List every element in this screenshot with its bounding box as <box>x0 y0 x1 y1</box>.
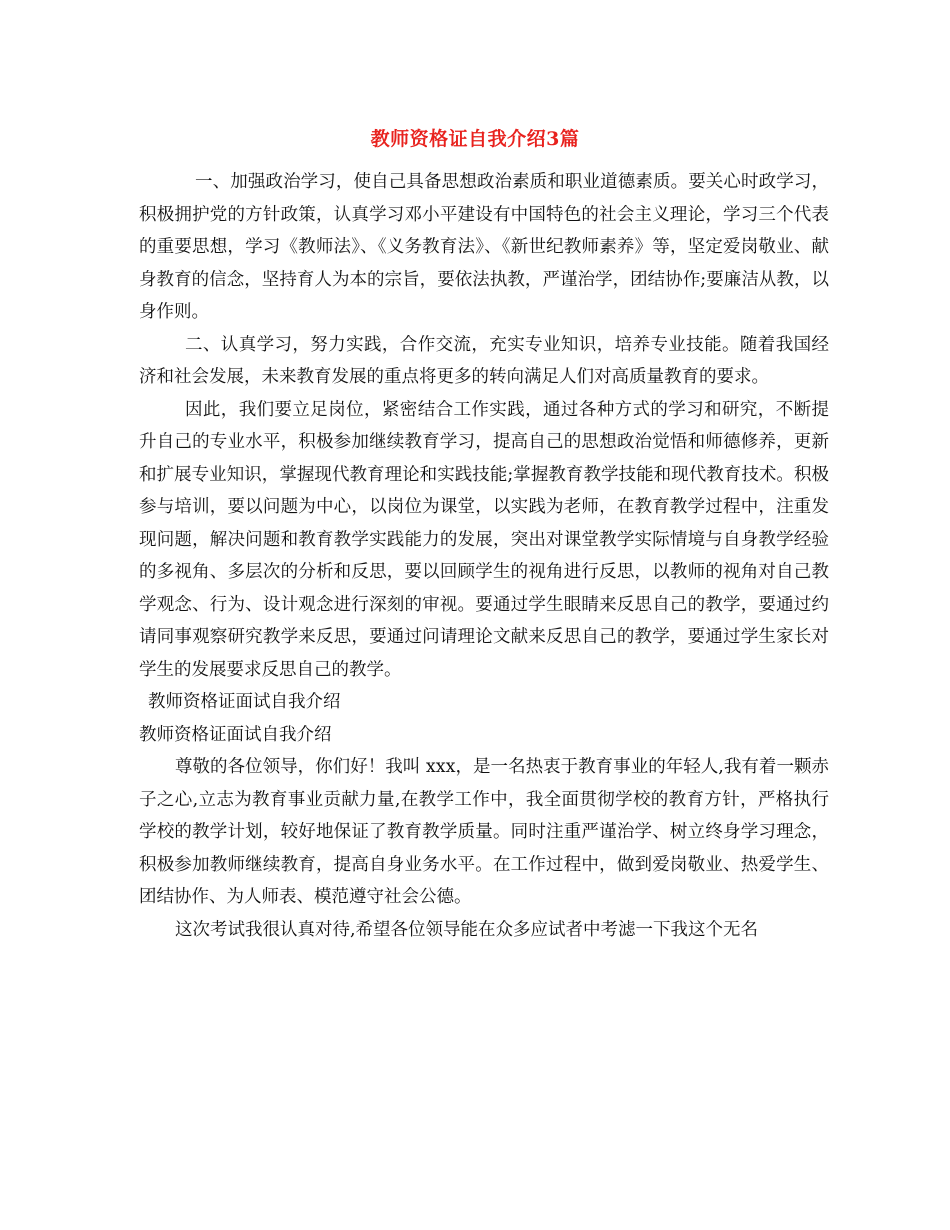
document-body <box>139 166 829 946</box>
paragraph-1: 一、加强政治学习，使自己具备思想政治素质和职业道德素质。要关心时政学习，积极拥护党的方针政策，认真学习邓小平建设有中国特色的社会主义理论，学习三个代表的重要思想，学习《教师法》、《义务教育法》、《新世纪教师素养》等，坚定爱岗敬业、献身教育的信念，坚持育人为本的宗旨，要依法执教，严谨治学，团结协作;要廉洁从教，以身作则。 <box>139 172 829 322</box>
paragraph-5: 这次考试我很认真对待,希望各位领导能在众多应试者中考滤一下我这个无名 <box>175 919 759 940</box>
paragraph-3: 因此，我们要立足岗位，紧密结合工作实践，通过各种方式的学习和研究，不断提升自己的专业水平，积极参加继续教育学习，提高自己的思想政治觉悟和师德修养，更新和扩展专业知识，掌握现代教育理论和实践技能;掌握教育教学技能和现代教育技术。积极参与培训，要以问题为中心，以岗位为课堂，以实践为老师，在教育教学过程中，注重发现问题，解决问题和教育教学实践能力的发展，突出对课堂教学实际情境与自身教学经验的多视角、多层次的分析和反思，要以回顾学生的视角进行反思，以教师的视角对自己教学观念、行为、设计观念进行深刻的审视。要通过学生眼睛来反思自己的教学，要通过约请同事观察研究教学来反思，要通过问请理论文献来反思自己的教学，要通过学生家长对学生的发展要求反思自己的教学。 <box>139 399 829 680</box>
section-heading-1: 教师资格证面试自我介绍 <box>148 692 341 712</box>
paragraph-4: 尊敬的各位领导，你们好！我叫 xxx，是一名热衷于教育事业的年轻人,我有着一颗赤子之心,立志为教育事业贡献力量,在教学工作中，我全面贯彻学校的教育方针，严格执行学校的教学计划，较好地保证了教育教学质量。同时注重严谨治学、树立终身学习理念，积极参加教师继续教育，提高自身业务水平。在工作过程中，做到爱岗敬业、热爱学生、团结协作、为人师表、模范遵守社会公德。 <box>139 757 829 907</box>
document-title: 教师资格证自我介绍3篇 <box>370 128 580 150</box>
section-heading-2: 教师资格证面试自我介绍 <box>139 724 332 745</box>
paragraph-2: 二、认真学习，努力实践，合作交流，充实专业知识，培养专业技能。随着我国经济和社会发展，未来教育发展的重点将更多的转向满足人们对高质量教育的要求。 <box>139 334 829 387</box>
